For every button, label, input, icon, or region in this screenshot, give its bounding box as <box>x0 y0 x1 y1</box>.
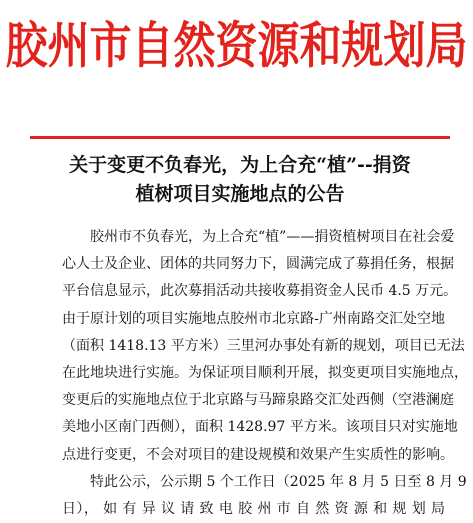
body-line-1: 胶州市不负春光，为上合充“植”——捐资植树项目在社会爱 <box>90 229 455 245</box>
body-line-7: 变更后的实施地点位于北京路与马蹄泉路交汇处西侧（空港澜庭 <box>62 392 454 409</box>
notice-title-line-2: 植树项目实施地点的公告 <box>135 183 345 205</box>
body-line-6: 在此地块进行实施。为保证项目顺利开展，拟变更项目实施地点， <box>62 365 468 382</box>
body-line-10: 特此公示，公示期 5 个工作日（2025 年 8 月 5 日至 8 月 9 <box>90 473 467 490</box>
notice-title <box>40 151 440 209</box>
notice-title-line-1: 关于变更不负春光，为上合充“植”--捐资 <box>69 154 411 176</box>
body-line-3: 平台信息显示，此次募捐活动共接收募捐资金人民币 4.5 万元。 <box>62 283 458 300</box>
notice-body <box>62 224 468 523</box>
body-line-11: 日）， 如 有 异 议 请 致 电 胶 州 市 自 然 资 源 和 规 划 局 <box>62 501 445 518</box>
body-line-4: 由于原计划的项目实施地点胶州市北京路-广州南路交汇处空地 <box>62 310 445 327</box>
body-line-5: （面积 1418.13 平方米）三里河办事处有新的规划，项目已无法 <box>62 337 465 354</box>
letterhead-red-rule <box>30 136 450 139</box>
body-line-2: 心人士及企业、团体的共同努力下，圆满完成了募捐任务，根据 <box>62 256 454 273</box>
letterhead-title: 胶州市自然资源和规划局 <box>5 16 468 75</box>
body-line-9: 点进行变更，不会对项目的建设规模和效果产生实质性的影响。 <box>62 446 454 463</box>
body-line-8: 美地小区南门西侧），面积 1428.97 平方米。该项目只对实施地 <box>62 419 458 436</box>
